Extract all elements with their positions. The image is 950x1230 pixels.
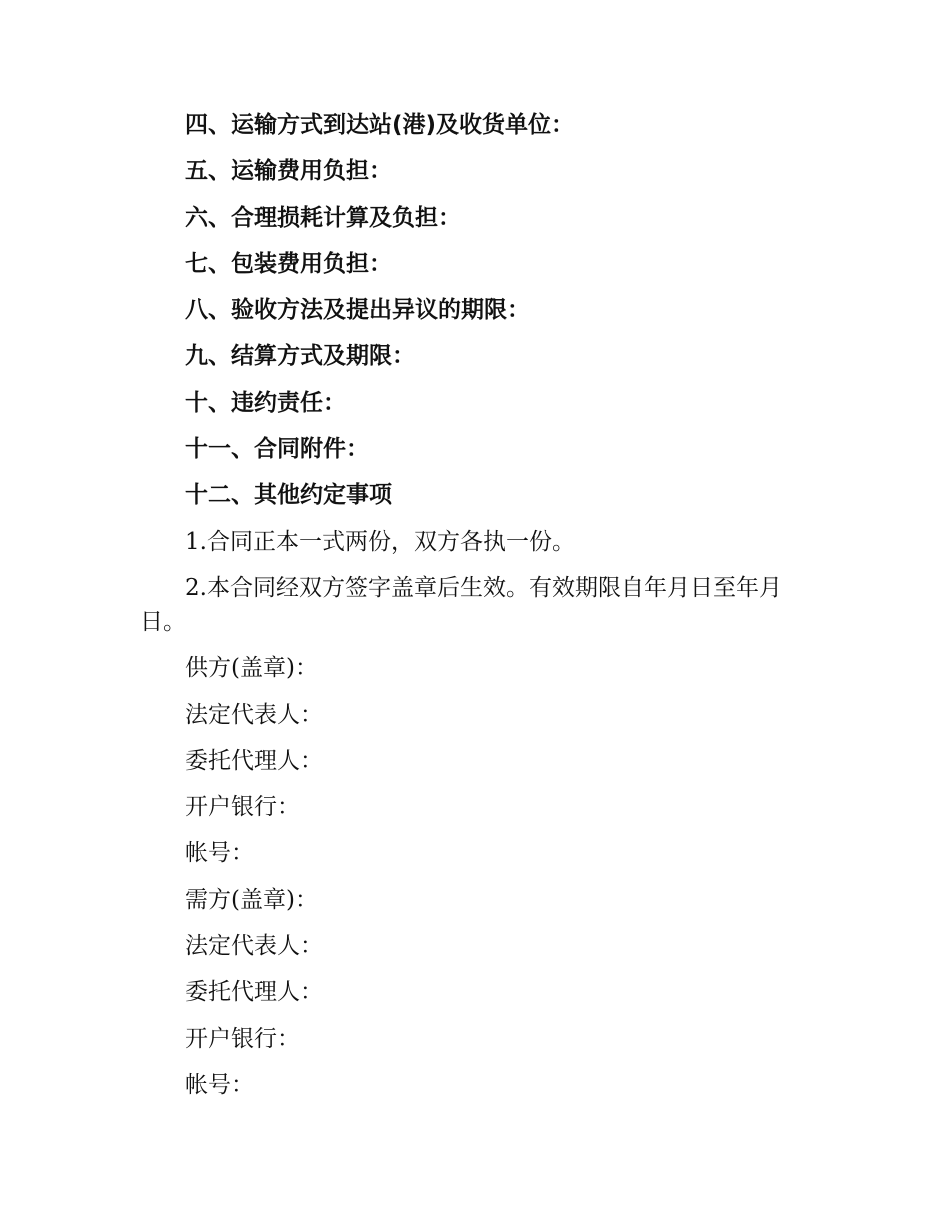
clause-heading-10: 十、违约责任： [185, 389, 346, 416]
supplier-seal-label: 供方(盖章)： [185, 655, 318, 682]
term-effective-date: 2.本合同经双方签字盖章后生效。有效期限自年月日至年月日。 [140, 574, 782, 635]
supplier-bank-label: 开户银行： [185, 794, 300, 821]
buyer-seal-label: 需方(盖章)： [185, 886, 318, 913]
supplier-agent-label: 委托代理人： [185, 747, 323, 774]
document-body [140, 108, 810, 1114]
clause-heading-5: 五、运输费用负担： [185, 158, 392, 185]
clause-heading-12: 十二、其他约定事项 [185, 482, 392, 509]
supplier-account-label: 帐号： [185, 840, 254, 867]
buyer-bank-label: 开户银行： [185, 1025, 300, 1052]
clause-heading-8: 八、验收方法及提出异议的期限： [185, 297, 530, 324]
clause-heading-7: 七、包装费用负担： [185, 250, 392, 277]
term-copies: 1.合同正本一式两份，双方各执一份。 [185, 528, 575, 555]
clause-heading-6: 六、合理损耗计算及负担： [185, 204, 461, 231]
clause-heading-9: 九、结算方式及期限： [185, 343, 415, 370]
clause-heading-4: 四、运输方式到达站(港)及收货单位： [185, 112, 575, 138]
buyer-agent-label: 委托代理人： [185, 979, 323, 1006]
clause-heading-11: 十一、合同附件： [185, 436, 369, 463]
buyer-account-label: 帐号： [185, 1071, 254, 1098]
buyer-legal-rep-label: 法定代表人： [185, 933, 323, 960]
supplier-legal-rep-label: 法定代表人： [185, 701, 323, 728]
